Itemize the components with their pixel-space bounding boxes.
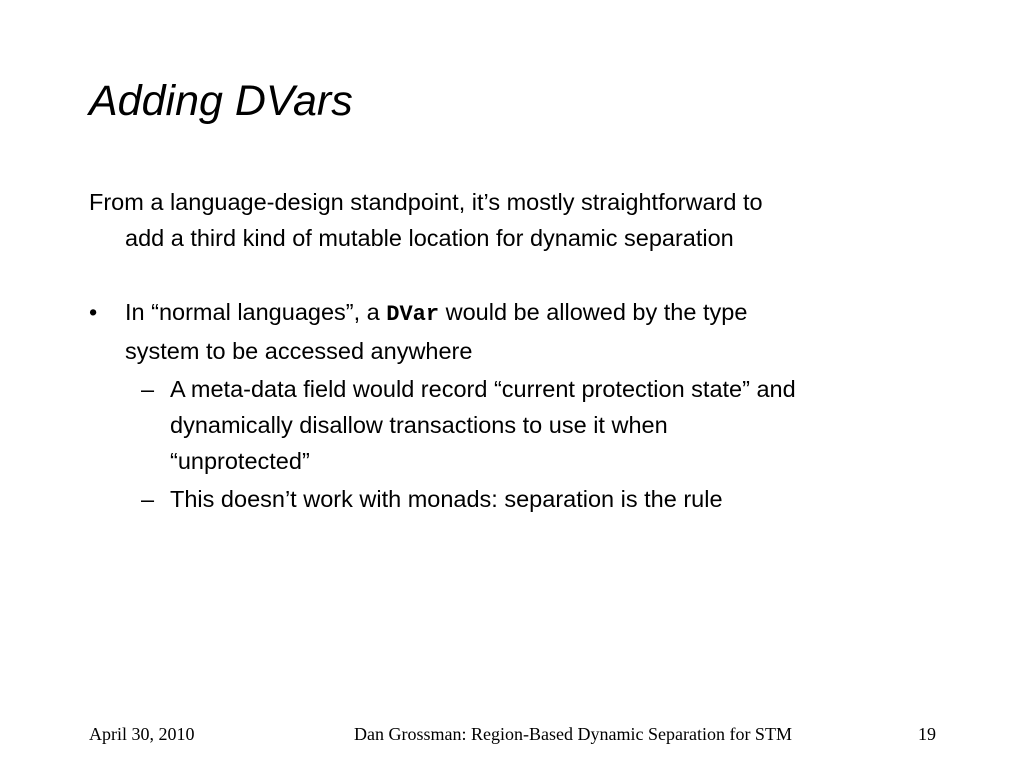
intro-line-1: From a language-design standpoint, it’s mostly straightforward to [89,189,763,215]
footer-date: April 30, 2010 [89,724,195,744]
sub-bullet-1 [89,371,949,479]
intro-line-2: add a third kind of mutable location for dynamic separation [125,225,734,251]
slide-title: Adding DVars [89,77,353,125]
sub-bullet-marker: – [141,486,155,512]
bullet-text-after-code: would be allowed by the type [439,299,748,325]
main-bullet [89,294,949,369]
sub-bullet-2-line-1: This doesn’t work with monads: separation is the rule [170,486,723,512]
dvar-code: DVar [386,302,440,327]
bullet-text-before-code: In “normal languages”, a [125,299,387,325]
page-number: 19 [918,724,936,744]
slide-body [89,184,949,517]
intro-paragraph [89,184,949,256]
sub-bullet-2 [89,481,949,517]
bullet-marker: • [89,299,98,325]
sub-bullet-1-line-1: A meta-data field would record “current protection state” and [170,376,796,402]
sub-bullet-1-line-2: dynamically disallow transactions to use it when [170,412,668,438]
bullet-line-2: system to be accessed anywhere [125,338,473,364]
footer-title: Dan Grossman: Region-Based Dynamic Separation for STM [354,724,792,744]
sub-bullet-1-line-3: “unprotected” [170,448,310,474]
sub-bullet-marker: – [141,376,155,402]
